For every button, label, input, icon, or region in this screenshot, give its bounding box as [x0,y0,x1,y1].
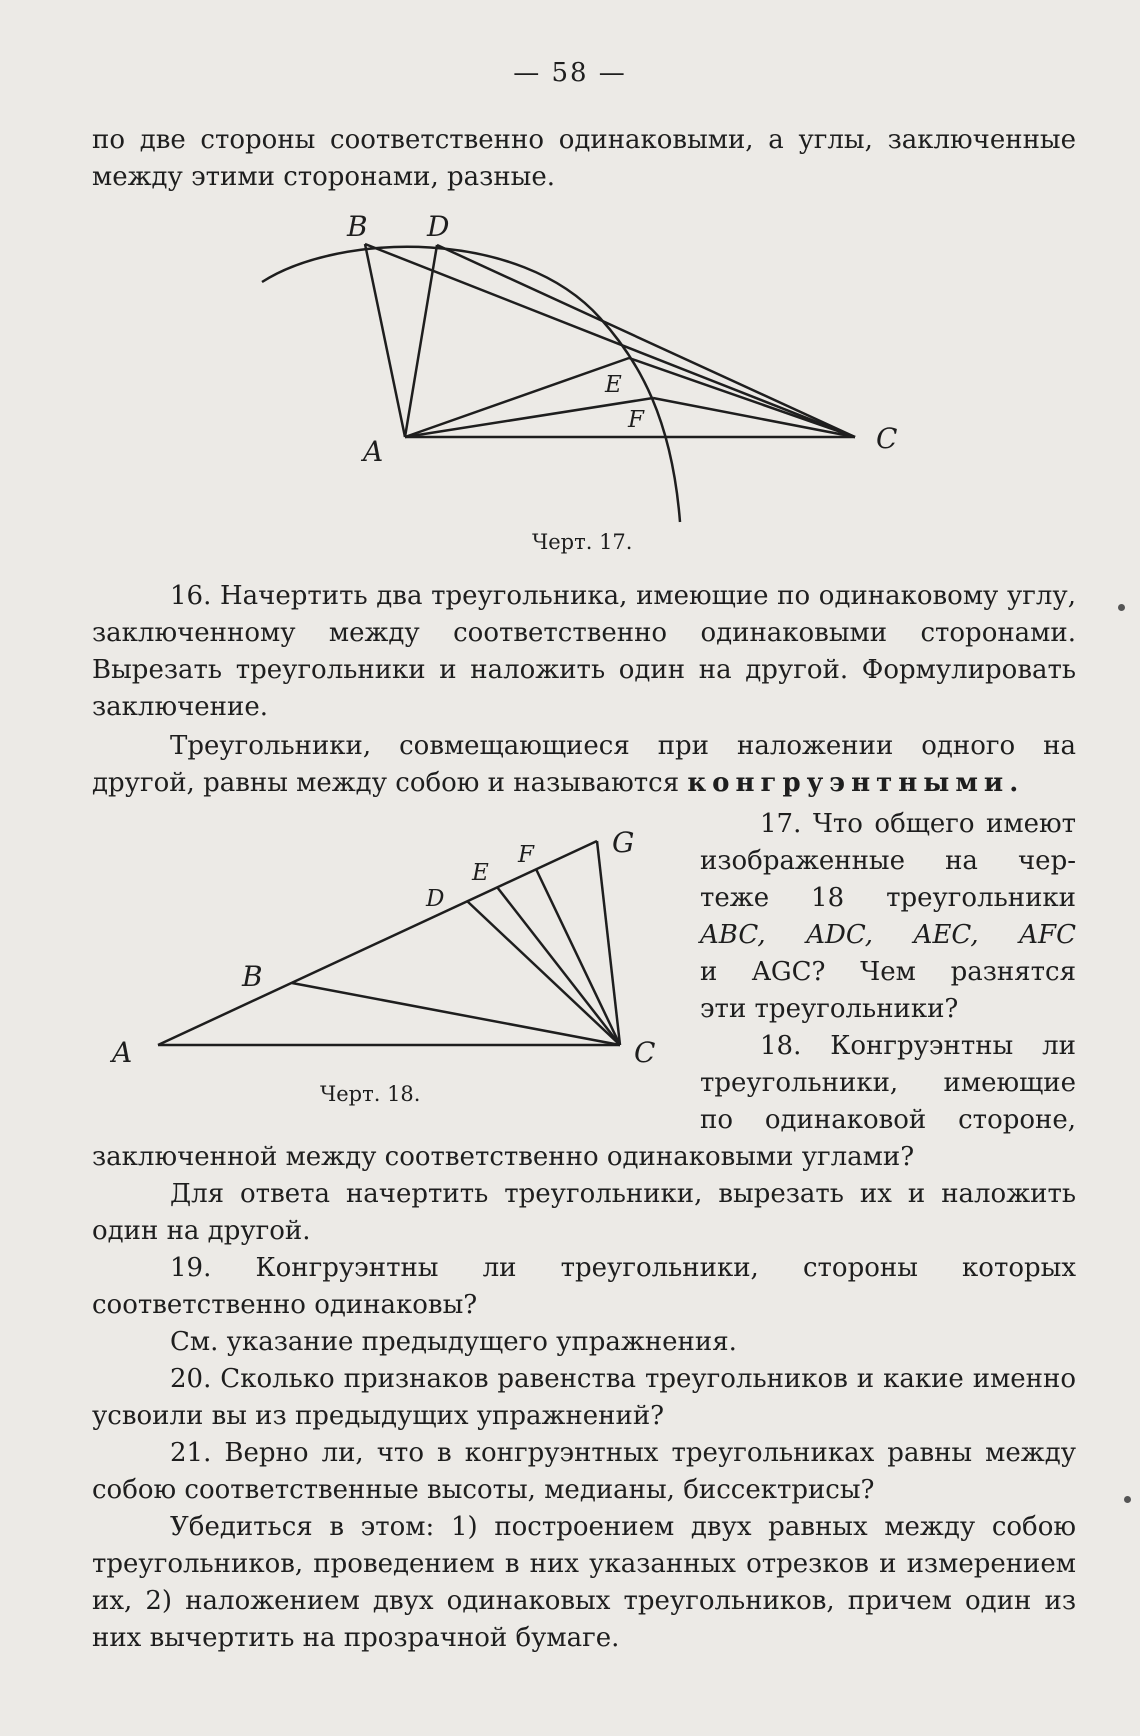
fig18-side-FC [536,869,620,1045]
fig18-label-E: E [472,860,489,886]
fig17-caption: Черт. 17. [532,530,633,554]
right-column [700,806,1076,1139]
fig18-label-B: B [242,960,263,993]
fig18-side-DC [467,901,620,1045]
fig18-caption: Черт. 18. [320,1082,421,1106]
intro-text: по две стороны соответственно одинаковыми, а углы, заключенные между этими сторонами, разные. [92,125,1076,192]
fig18-side-GC [597,841,620,1045]
definition-text: Треугольники, совмещающиеся при наложении одного на другой, равны между собою и называются [92,731,1076,798]
exercise-20: 20. Сколько признаков равенства треугольников и какие именно усвоили вы из предыдущих упражнений? [92,1364,1076,1431]
fig17-label-C: C [876,422,898,455]
ex17-line-2: изображенные на чер- [700,846,1076,876]
fig18-label-C: C [634,1036,656,1069]
fig18-side-EC [497,887,620,1045]
fig17-side-AF [405,398,653,437]
fig17-label-B: B [347,210,368,243]
page-number: — 58 — [513,58,627,88]
fig17-side-BC [365,244,855,437]
fig18-label-G: G [612,826,635,859]
ex17-line-5: и AGC? Чем разнятся [700,957,1076,987]
fig18-side-AG [158,841,597,1045]
exercise-16-text: 16. Начертить два треугольника, имеющие по одинаковому углу, заключенному между соответственно одинаковыми сторонами. Вырезать треугольники и наложить один на другой. Формулировать заключение. [92,581,1076,722]
ex18-hint: Для ответа начертить треугольники, вырезать их и наложить один на другой. [92,1179,1076,1246]
ex17-line-6: эти треугольники? [700,994,959,1024]
fig17-label-A: A [363,435,384,468]
margin-mark [1118,604,1125,611]
definition-term: конгруэнтными. [687,768,1025,798]
ex17-line-4: ABC, ADC, AEC, AFC [700,920,1076,950]
ex18-line-2: треугольники, имеющие [700,1068,1076,1098]
fig17-label-D: D [427,210,450,243]
fig17-side-AE [405,358,629,437]
fig18-side-BC [292,983,620,1045]
exercise-19: 19. Конгруэнтны ли треугольники, стороны которых соответственно одинаковы? [92,1253,1076,1320]
fig18-label-F: F [518,842,534,868]
exercises-continued [92,1139,1076,1657]
ex21-hint: Убедиться в этом: 1) построением двух равных между собою треугольников, проведением в них указанных отрезков и измерением их, 2) наложением двух одинаковых треугольников, причем один из них вычертить на прозрачной бумаге. [92,1512,1076,1653]
fig17-side-AB [365,244,405,437]
ex18-continuation: заключенной между соответственно одинаковыми углами? [92,1142,915,1172]
fig17-label-F: F [628,407,644,433]
ex19-hint: См. указание предыдущего упражнения. [170,1327,737,1357]
exercise-21: 21. Верно ли, что в конгруэнтных треугольниках равны между собою соответственные высоты, медианы, биссектрисы? [92,1438,1076,1505]
congruent-definition [92,728,1076,802]
fig17-side-AD [405,245,437,437]
ex17-line-1: 17. Что общего имеют [760,809,1076,839]
fig17-label-E: E [605,372,622,398]
fig18-label-D: D [426,886,445,912]
exercise-16 [92,578,1076,802]
fig17-side-FC [653,398,855,437]
margin-mark [1124,1496,1131,1503]
ex18-line-3: по одинаковой стороне, [700,1105,1076,1135]
figure-17 [0,0,1140,560]
figure-18 [0,800,690,1100]
ex18-line-1: 18. Конгруэнтны ли [760,1031,1076,1061]
ex17-line-3: теже 18 треугольники [700,883,1076,913]
fig17-side-DC [437,245,855,437]
fig18-label-A: A [112,1036,133,1069]
